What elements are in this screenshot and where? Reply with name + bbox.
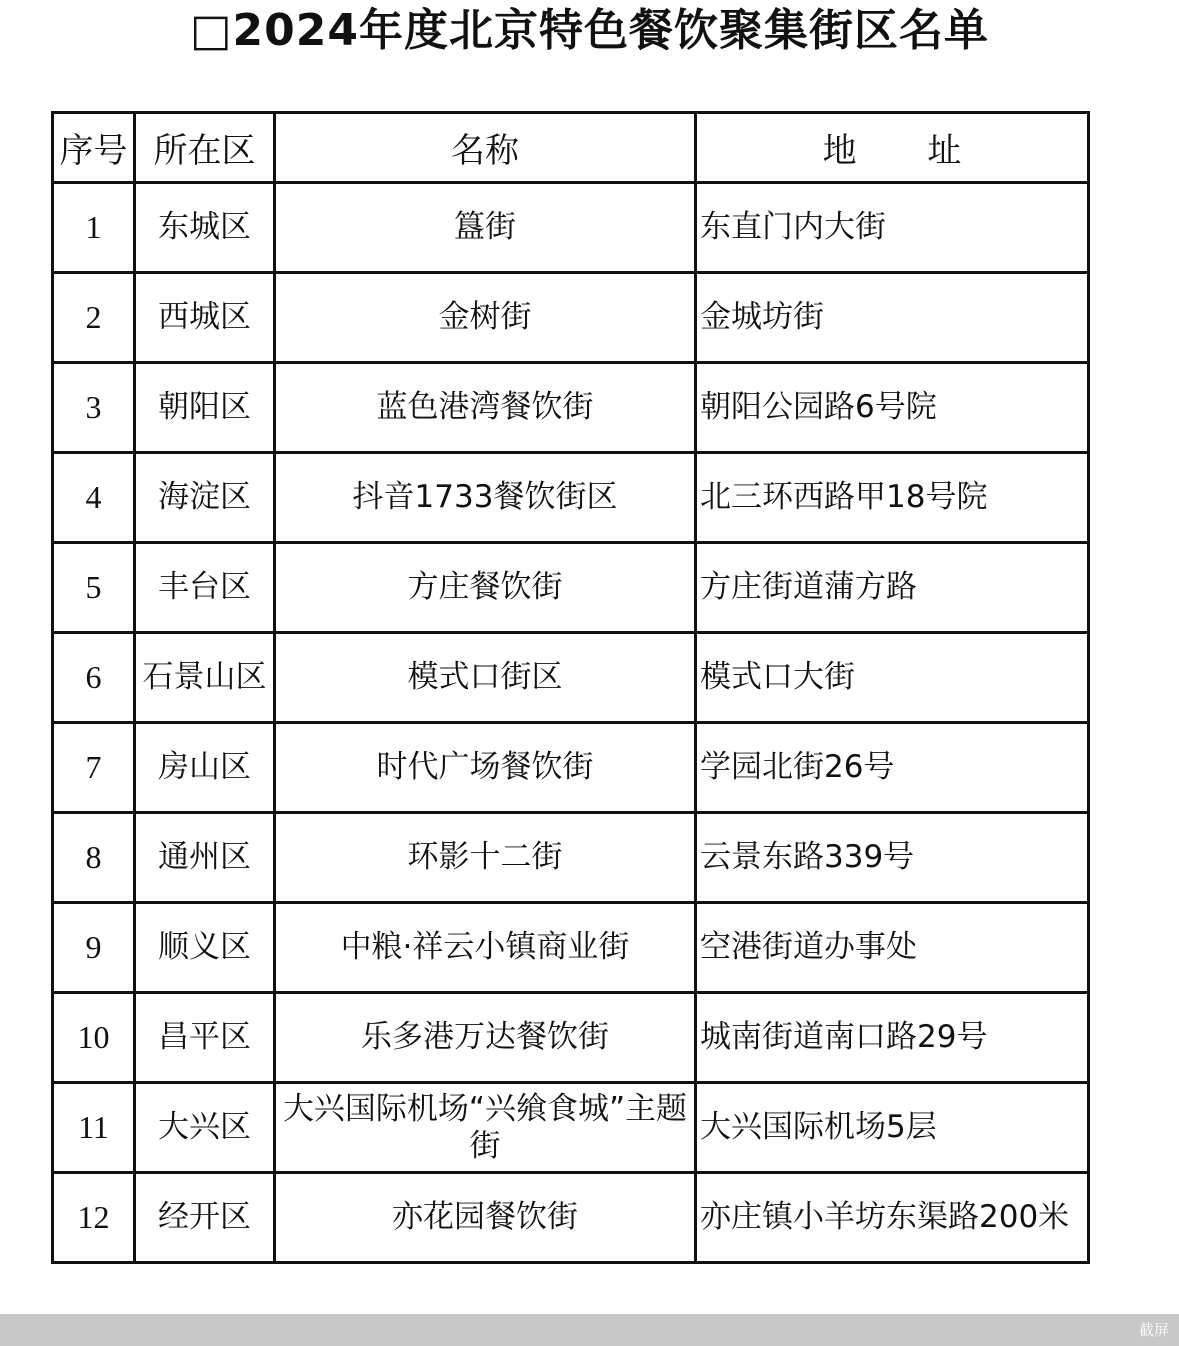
page-title xyxy=(0,0,1179,62)
table-row xyxy=(53,993,1089,1083)
cell-index: 2 xyxy=(53,273,135,363)
cell-index: 11 xyxy=(53,1083,135,1173)
cell-address: 城南街道南口路29号 xyxy=(696,993,1089,1083)
cell-index: 7 xyxy=(53,723,135,813)
cell-name: 亦花园餐饮街 xyxy=(275,1173,696,1263)
cell-index: 10 xyxy=(53,993,135,1083)
cell-name: 中粮·祥云小镇商业街 xyxy=(275,903,696,993)
table-row xyxy=(53,813,1089,903)
cell-district: 海淀区 xyxy=(135,453,275,543)
cell-index: 1 xyxy=(53,183,135,273)
cell-address: 模式口大街 xyxy=(696,633,1089,723)
table-body xyxy=(53,183,1089,1263)
table-row xyxy=(53,273,1089,363)
header-district: 所在区 xyxy=(135,113,275,183)
cell-name: 方庄餐饮街 xyxy=(275,543,696,633)
cell-district: 西城区 xyxy=(135,273,275,363)
cell-index: 9 xyxy=(53,903,135,993)
cell-name: 抖音1733餐饮街区 xyxy=(275,453,696,543)
cell-name: 蓝色港湾餐饮街 xyxy=(275,363,696,453)
table-row xyxy=(53,453,1089,543)
cell-district: 房山区 xyxy=(135,723,275,813)
header-name: 名称 xyxy=(275,113,696,183)
cell-name: 簋街 xyxy=(275,183,696,273)
cell-address: 空港街道办事处 xyxy=(696,903,1089,993)
cell-name: 模式口街区 xyxy=(275,633,696,723)
table-row xyxy=(53,543,1089,633)
cell-district: 顺义区 xyxy=(135,903,275,993)
cell-district: 通州区 xyxy=(135,813,275,903)
cell-district: 丰台区 xyxy=(135,543,275,633)
cell-name: 乐多港万达餐饮街 xyxy=(275,993,696,1083)
table-row xyxy=(53,633,1089,723)
cell-address: 云景东路339号 xyxy=(696,813,1089,903)
cell-name: 金树街 xyxy=(275,273,696,363)
cell-index: 4 xyxy=(53,453,135,543)
cell-name: 时代广场餐饮街 xyxy=(275,723,696,813)
screenshot-bar xyxy=(0,1314,1179,1346)
cell-district: 昌平区 xyxy=(135,993,275,1083)
cell-address: 学园北街26号 xyxy=(696,723,1089,813)
cell-district: 大兴区 xyxy=(135,1083,275,1173)
cell-index: 5 xyxy=(53,543,135,633)
cell-address: 朝阳公园路6号院 xyxy=(696,363,1089,453)
cell-index: 3 xyxy=(53,363,135,453)
cell-address: 方庄街道蒲方路 xyxy=(696,543,1089,633)
cell-district: 石景山区 xyxy=(135,633,275,723)
table-row xyxy=(53,363,1089,453)
table-header-row xyxy=(53,113,1089,183)
title-prefix: □ xyxy=(189,5,233,56)
cell-address: 北三环西路甲18号院 xyxy=(696,453,1089,543)
table-row xyxy=(53,903,1089,993)
cell-district: 朝阳区 xyxy=(135,363,275,453)
cell-address: 大兴国际机场5层 xyxy=(696,1083,1089,1173)
title-text: 2024年度北京特色餐饮聚集街区名单 xyxy=(232,5,990,56)
cell-address: 金城坊街 xyxy=(696,273,1089,363)
table-row xyxy=(53,183,1089,273)
screenshot-label: 截屏 xyxy=(1138,1321,1169,1339)
cell-name: 大兴国际机场“兴飨食城”主题街 xyxy=(275,1083,696,1173)
cell-index: 12 xyxy=(53,1173,135,1263)
street-list-table xyxy=(51,111,1090,1264)
cell-district: 经开区 xyxy=(135,1173,275,1263)
cell-district: 东城区 xyxy=(135,183,275,273)
table-row xyxy=(53,723,1089,813)
cell-address: 亦庄镇小羊坊东渠路200米 xyxy=(696,1173,1089,1263)
header-address: 地 址 xyxy=(696,113,1089,183)
cell-index: 8 xyxy=(53,813,135,903)
table-row xyxy=(53,1173,1089,1263)
cell-index: 6 xyxy=(53,633,135,723)
table-row xyxy=(53,1083,1089,1173)
cell-name: 环影十二街 xyxy=(275,813,696,903)
cell-address: 东直门内大街 xyxy=(696,183,1089,273)
header-index: 序号 xyxy=(53,113,135,183)
